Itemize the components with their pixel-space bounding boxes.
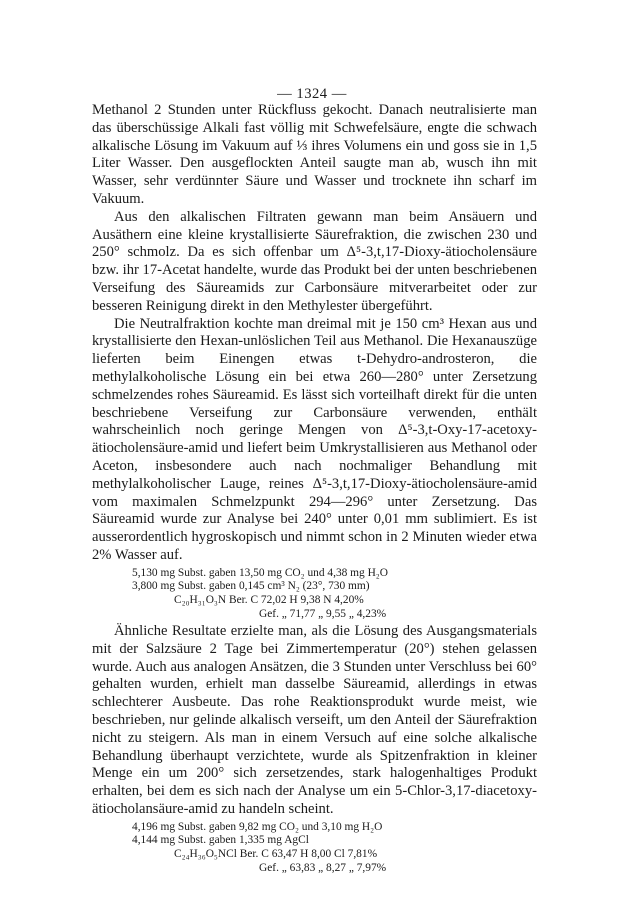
analysis-line: Gef. „ 71,77 „ 9,55 „ 4,23%	[259, 607, 387, 620]
paragraph-neutral-fraction: Die Neutralfraktion kochte man dreimal mit je 150 cm³ Hexan aus und krystallisierte den Hexan-unlöslichen Teil aus Methanol. Die Hexanauszüge lieferten beim Einengen etwas t-Dehydro-androsteron, die methylalkoholische Lösung ein bei etwa 260—280° unter Zersetzung schmelzendes rohes Säureamid. Es lässt sich vorteilhaft direkt für die unten beschriebene Verseifung zur Carbonsäure verwenden, enthält wahrscheinlich noch geringe Mengen von Δ⁵-3,t-Oxy-17-acetoxy-ätiocholensäure-amid und liefert beim Umkrystallisieren aus Methanol oder Aceton, insbesondere auch nach nochmaliger Behandlung mit methylalkoholischer Lauge, reines Δ⁵-3,t,17-Dioxy-ätiocholensäure-amid vom maximalen Schmelzpunkt 294—296° unter Zersetzung. Das Säureamid wurde zur Analyse bei 240° unter 0,01 mm sublimiert. Es ist ausserordentlich hygroskopisch und nimmt schon in 2 Minuten wieder etwa 2% Wasser auf.	[92, 315, 537, 563]
analysis-line: C₂₄H₃₆O₅NCl Ber. C 63,47 H 8,00 Cl 7,81%	[174, 848, 378, 861]
paragraph-continuation: Methanol 2 Stunden unter Rückfluss gekocht. Danach neutralisierte man das überschüssige Alkali fast völlig mit Schwefelsäure, engte die schwach alkalische Lösung im Vakuum auf ⅓ ihres Volumens ein und goss sie in 1,5 Liter Wasser. Den ausgeflockten Anteil saugte man ab, wusch ihn mit Wasser, sehr verdünnter Säure und Wasser und trocknete ihn scharf im Vakuum.	[92, 102, 537, 207]
analysis-line: 4,144 mg Subst. gaben 1,335 mg AgCl	[132, 834, 309, 847]
analysis-line: 4,196 mg Subst. gaben 9,82 mg CO₂ und 3,10 mg H₂O	[132, 820, 383, 833]
analysis-line: Gef. „ 63,83 „ 8,27 „ 7,97%	[259, 861, 387, 874]
paragraph-acid-fraction: Aus den alkalischen Filtraten gewann man beim Ansäuern und Ausäthern eine kleine krystallisierte Säurefraktion, die zwischen 230 und 250° schmolz. Da es sich offenbar um Δ⁵-3,t,17-Dioxy-ätiocholensäure bzw. ihr 17-Acetat handelte, wurde das Produkt bei der unten beschriebenen Verseifung des Säureamids zur Carbonsäure mitverarbeitet oder zur besseren Reinigung direkt in den Methylester übergeführt.	[92, 208, 537, 314]
body-text	[92, 102, 537, 877]
paragraph-similar-results: Ähnliche Resultate erzielte man, als die Lösung des Ausgangsmaterials mit der Salzsäure 2 Tage bei Zimmertemperatur (20°) stehen gelassen wurde. Auch aus analogen Ansätzen, die 3 Stunden unter Verschluss bei 60° gehalten wurden, erhielt man dasselbe Säureamid, allerdings in etwas schlechterer Ausbeute. Das rohe Reaktionsprodukt wurde meist, wie beschrieben, nur gelinde alkalisch verseift, um den Anteil der Säurefraktion nicht zu steigern. Als man in einem Versuch auf eine solche alkalische Behandlung überhaupt verzichtete, wurde als Spitzenfraktion in kleiner Menge ein um 200° sich zersetzendes, stark halogenhaltiges Produkt erhalten, bei dem es sich nach der Analyse um ein 5-Chlor-3,17-diacetoxy-ätiocholansäure-amid zu handeln scheint.	[92, 623, 537, 818]
analysis-block-2	[92, 821, 537, 875]
analysis-block-1	[92, 567, 537, 621]
page-number: — 1324 —	[277, 86, 347, 102]
analysis-line: 3,800 mg Subst. gaben 0,145 cm³ N₂ (23°, 730 mm)	[132, 580, 370, 593]
analysis-line: 5,130 mg Subst. gaben 13,50 mg CO₂ und 4,38 mg H₂O	[132, 566, 389, 579]
analysis-line: C₂₀H₃₁O₃N Ber. C 72,02 H 9,38 N 4,20%	[174, 593, 364, 606]
